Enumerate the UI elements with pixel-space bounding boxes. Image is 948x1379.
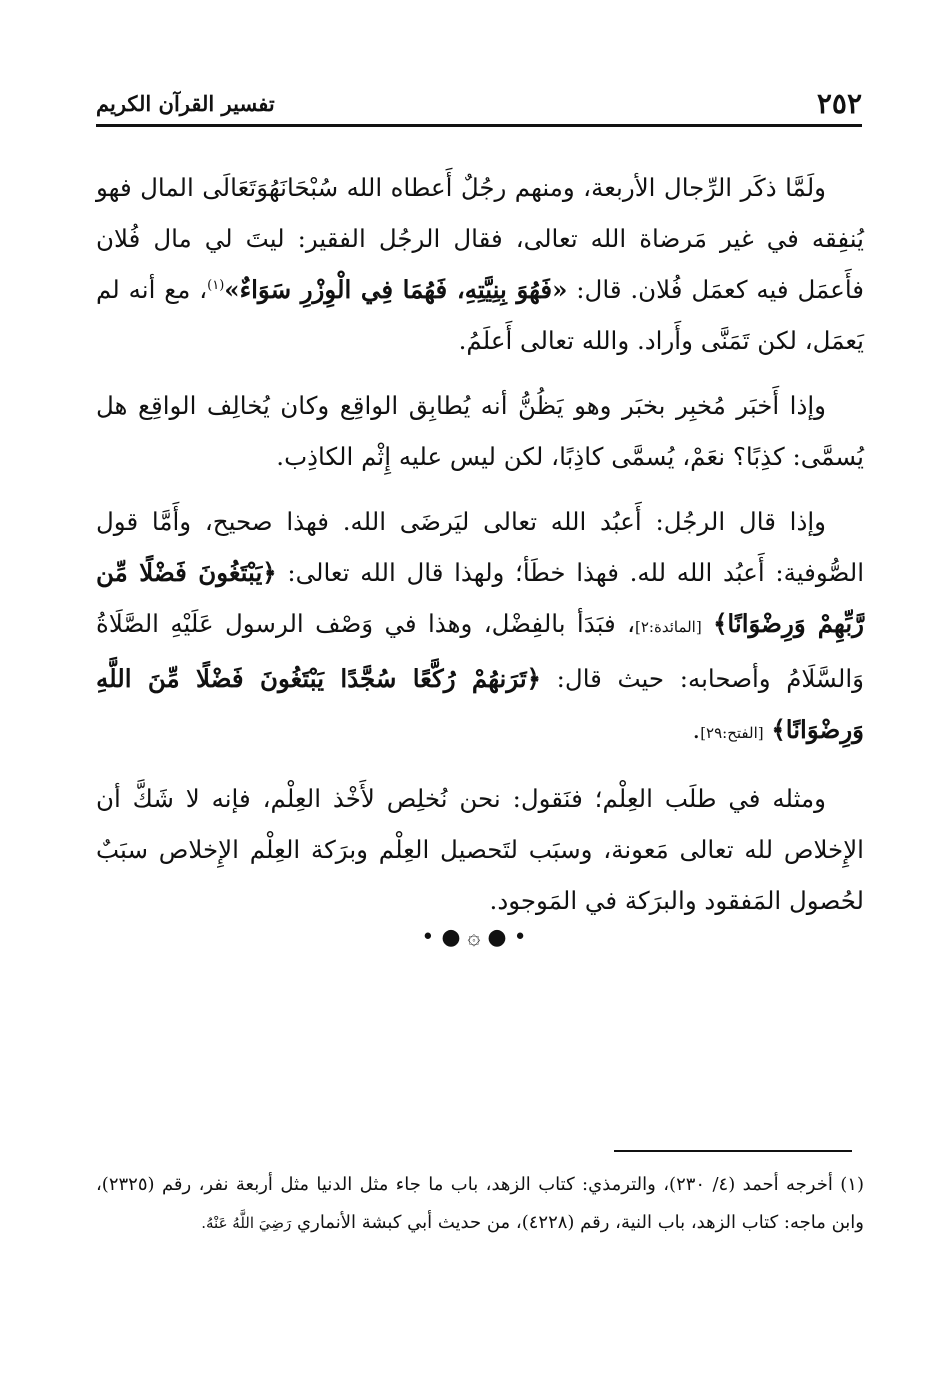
paragraph-3-text-c: . — [692, 715, 701, 744]
paragraph-4 — [96, 773, 864, 926]
paragraph-1-text-a: ولَمَّا ذكَر الرِّجال الأربعة، ومنهم رجُلٌ أَعطاه الله سُبْحَانَهُوَتَعَالَى المال فهو يُنفِقه في غير مَرضاة الله تعالى، فقال الرجُل الفقير: ليتَ لي مال فُلان فأَعمَل فيه كعمَل فُلان. قال: — [96, 173, 864, 304]
paragraph-1 — [96, 162, 864, 366]
page-number: ٢٥٢ — [816, 87, 862, 120]
page-header — [96, 84, 862, 124]
quran-verse-1: ﴿يَبْتَغُونَ فَضْلًا مِّن رَّبِّهِمْ وَرِضْوَانًا﴾ — [96, 558, 864, 638]
paragraph-2-text: وإذا أَخبَر مُخبِر بخبَر وهو يَظُنُّ أنه يُطابِق الواقِع وكان يُخالِف الواقِع هل يُسمَّى: كذِبًا؟ نعَمْ، يُسمَّى كاذِبًا، لكن ليس عليه إِثْم الكاذِب. — [96, 391, 864, 471]
footnote-rule — [614, 1150, 852, 1152]
quran-verse-2: ﴿تَرَنهُمْ رُكَّعًا سُجَّدًا يَبْتَغُونَ فَضْلًا مِّنَ اللَّهِ وَرِضْوَانًا﴾ — [96, 664, 864, 744]
hadith-quote: «فَهُوَ بِنِيَّتِهِ، فَهُمَا فِي الْوِزْرِ سَوَاءٌ» — [224, 275, 568, 304]
footnotes — [96, 1166, 864, 1242]
footnote-1-honorific: رَضِيَ اللَّهُ عَنْهُ. — [201, 1214, 292, 1232]
paragraph-4-text: ومثله في طلَب العِلْم؛ فنَقول: نحن نُخلِص لأَخْذ العِلْم، فإنه لا شَكَّ أن الإِخلاص لله تعالى مَعونة، وسبَب لتَحصيل العِلْم وبرَكة العِلْم الإِخلاص سبَبٌ لحُصول المَفقود والبرَكة في المَوجود. — [96, 784, 864, 915]
paragraph-1-text-b: ، مع أنه لم يَعمَل، لكن تَمَنَّى وأَراد. والله تعالى أَعلَمُ. — [96, 275, 864, 355]
footnote-1-text: (١) أخرجه أحمد (٤/ ٢٣٠)، والترمذي: كتاب الزهد، باب ما جاء مثل الدنيا مثل أربعة نفر، رقم (٢٣٢٥)، وابن ماجه: كتاب الزهد، باب النية، رقم (٤٢٢٨)، من حديث أبي كبشة الأنماري — [96, 1174, 864, 1233]
footnote-1 — [96, 1166, 864, 1242]
verse-reference-2: [الفتح:٢٩] — [700, 724, 764, 742]
header-rule — [96, 124, 862, 127]
section-ornament: • ● ۞ ● • — [421, 925, 527, 950]
footnote-marker[interactable]: (١) — [207, 277, 225, 293]
verse-reference-1: [المائدة:٢] — [634, 618, 702, 636]
main-text — [96, 162, 864, 940]
paragraph-3-text-b: ، فبَدَأ بالفِضْل، وهذا في وَصْف الرسول عَلَيْهِ الصَّلَاةُ وَالسَّلَامُ وأصحابه: حيث قال: — [96, 609, 864, 693]
paragraph-2 — [96, 380, 864, 482]
running-title: تفسير القرآن الكريم — [96, 91, 275, 116]
paragraph-3-text-a: وإذا قال الرجُل: أَعبُد الله تعالى ليَرضَى الله. فهذا صحيح، وأَمَّا قول الصُّوفية: أَعبُد الله لله. فهذا خطَأ؛ ولهذا قال الله تعالى: — [96, 507, 865, 587]
paragraph-3 — [96, 496, 864, 759]
